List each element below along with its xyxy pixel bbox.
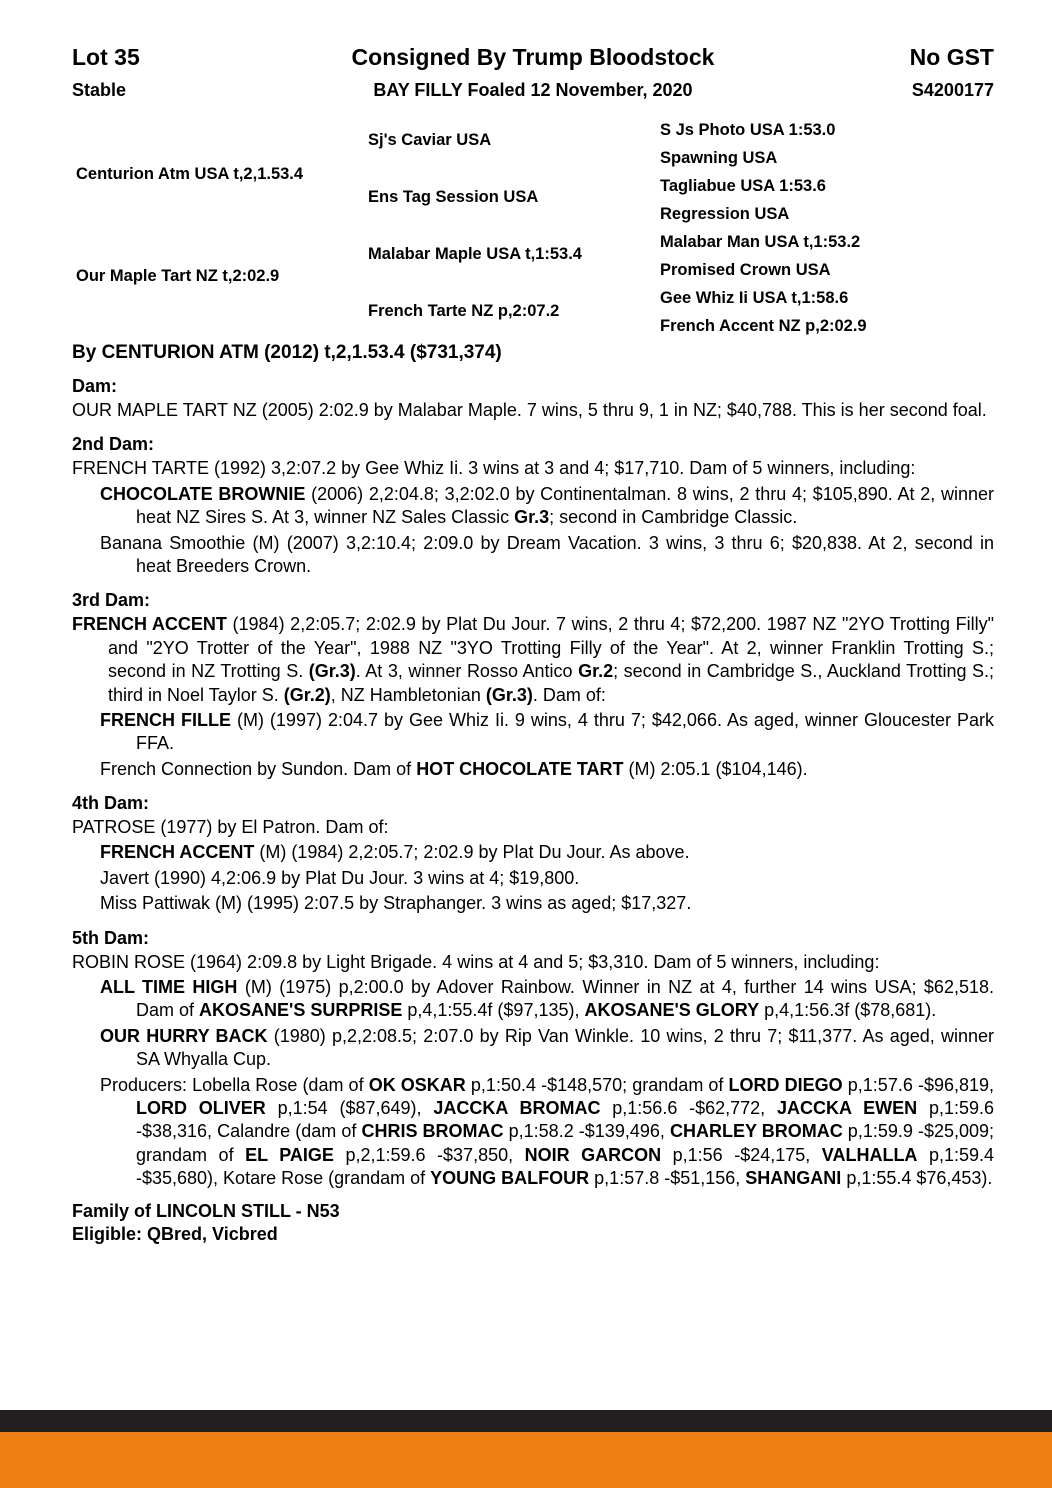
pedigree-note-paragraph: FRENCH FILLE (M) (1997) 2:04.7 by Gee Whiz Ii. 9 wins, 4 thru 7; $42,066. As aged, winner Gloucester Park FFA.	[100, 709, 994, 754]
dam-heading: 3rd Dam:	[72, 590, 151, 611]
dam-heading: 5th Dam:	[72, 927, 150, 948]
pedigree-note-paragraph: ROBIN ROSE (1964) 2:09.8 by Light Brigade. 4 wins at 4 and 5; $3,310. Dam of 5 winners, including:	[72, 951, 880, 972]
pedigree-gen3-3: Tagliabue USA 1:53.6	[660, 177, 826, 195]
pedigree-generation-1	[76, 123, 366, 338]
pedigree-generation-3	[660, 123, 990, 338]
pedigree-notes	[72, 376, 994, 1191]
pedigree-note-paragraph: FRENCH TARTE (1992) 3,2:07.2 by Gee Whiz Ii. 3 wins at 3 and 4; $17,710. Dam of 5 winners, including:	[72, 458, 916, 479]
pedigree-generation-2	[368, 123, 658, 338]
pedigree-gen3-5: Malabar Man USA t,1:53.2	[660, 233, 861, 251]
pedigree-sire: Centurion Atm USA t,2,1.53.4	[76, 165, 304, 183]
pedigree-dam: Our Maple Tart NZ t,2:02.9	[76, 267, 280, 285]
pedigree-gen3-8: French Accent NZ p,2:02.9	[660, 317, 867, 335]
reference-number: S4200177	[911, 80, 994, 100]
eligibility-line: Eligible: QBred, Vicbred	[72, 1223, 278, 1244]
pedigree-gen3-4: Regression USA	[660, 205, 790, 223]
family-line: Family of LINCOLN STILL - N53	[72, 1200, 340, 1221]
pedigree-note-paragraph: ALL TIME HIGH (M) (1975) p,2:00.0 by Adover Rainbow. Winner in NZ at 4, further 14 wins USA; $62,518. Dam of AKOSANE'S SURPRISE p,4,1:55.4f ($97,135), AKOSANE'S GLORY p,4,1:56.3f ($78,681).	[100, 977, 994, 1021]
dam-heading: Dam:	[72, 376, 118, 396]
pedigree-sires-sire: Sj's Caviar USA	[368, 131, 492, 149]
lot-number: Lot 35	[72, 44, 140, 70]
pedigree-table	[72, 123, 994, 338]
pedigree-dams-dam: French Tarte NZ p,2:07.2	[368, 302, 560, 320]
pedigree-gen3-1: S Js Photo USA 1:53.0	[660, 121, 836, 139]
dam-heading: 4th Dam:	[72, 793, 150, 814]
dam-heading: 2nd Dam:	[72, 434, 155, 455]
pedigree-note-paragraph: CHOCOLATE BROWNIE (2006) 2,2:04.8; 3,2:02.0 by Continentalman. 8 wins, 2 thru 4; $105,890. At 2, winner heat NZ Sires S. At 3, winner NZ Sales Classic Gr.3; second in Cambridge Classic.	[100, 483, 995, 528]
header-row-secondary	[72, 80, 994, 101]
pedigree-note-paragraph: OUR MAPLE TART NZ (2005) 2:02.9 by Malabar Maple. 7 wins, 5 thru 9, 1 in NZ; $40,788. This is her second foal.	[72, 400, 987, 420]
pedigree-gen3-2: Spawning USA	[660, 149, 778, 167]
pedigree-dams-sire: Malabar Maple USA t,1:53.4	[368, 245, 582, 263]
pedigree-note-paragraph: Producers: Lobella Rose (dam of OK OSKAR p,1:50.4 -$148,570; grandam of LORD DIEGO p,1:57.6 -$96,819, LORD OLIVER p,1:54 ($87,649), JACCKA BROMAC p,1:56.6 -$62,772, JACCKA EWEN p,1:59.6 -$38,316, Calandre (dam of CHRIS BROMAC p,1:58.2 -$139,496, CHARLEY BROMAC p,1:59.9 -$25,009; grandam of EL PAIGE p,2,1:59.6 -$37,850, NOIR GARCON p,1:56 -$24,175, VALHALLA p,1:59.4 -$35,680), Kotare Rose (grandam of YOUNG BALFOUR p,1:57.8 -$51,156, SHANGANI p,1:55.4 $76,453).	[100, 1074, 995, 1189]
pedigree-note-paragraph: FRENCH ACCENT (1984) 2,2:05.7; 2:02.9 by Plat Du Jour. 7 wins, 2 thru 4; $72,200. 1987 NZ "2YO Trotting Filly" and "2YO Trotter of the Year", 1988 NZ "3YO Trotting Filly of the Year". At 2, winner Franklin Trotting S.; second in NZ Trotting S. (Gr.3). At 3, winner Rosso Antico Gr.2; second in Cambridge S., Auckland Trotting S.; third in Noel Taylor S. (Gr.2), NZ Hambletonian (Gr.3). Dam of:	[72, 614, 995, 705]
header-row-primary	[72, 44, 994, 71]
footer-dark-bar	[0, 1410, 1052, 1432]
pedigree-note-paragraph: French Connection by Sundon. Dam of HOT CHOCOLATE TART (M) 2:05.1 ($104,146).	[100, 758, 808, 779]
pedigree-gen3-6: Promised Crown USA	[660, 261, 831, 279]
pedigree-note-paragraph: FRENCH ACCENT (M) (1984) 2,2:05.7; 2:02.9 by Plat Du Jour. As above.	[100, 842, 690, 863]
footer-orange-bar	[0, 1432, 1052, 1488]
pedigree-sires-dam: Ens Tag Session USA	[368, 188, 539, 206]
pedigree-note-paragraph: Miss Pattiwak (M) (1995) 2:07.5 by Straphanger. 3 wins as aged; $17,327.	[100, 893, 692, 914]
animal-description: BAY FILLY Foaled 12 November, 2020	[373, 80, 693, 100]
pedigree-note-paragraph: Banana Smoothie (M) (2007) 3,2:10.4; 2:09.0 by Dream Vacation. 3 wins, 3 thru 6; $20,838. At 2, second in heat Breeders Crown.	[100, 532, 994, 576]
consignor-name: Consigned By Trump Bloodstock	[351, 44, 715, 70]
pedigree-note-paragraph: Javert (1990) 4,2:06.9 by Plat Du Jour. 3 wins at 4; $19,800.	[100, 867, 580, 888]
pedigree-note-paragraph: PATROSE (1977) by El Patron. Dam of:	[72, 817, 389, 838]
stable-label: Stable	[72, 80, 127, 100]
sire-byline: By CENTURION ATM (2012) t,2,1.53.4 ($731,374)	[72, 342, 502, 363]
gst-status: No GST	[909, 44, 994, 70]
pedigree-gen3-7: Gee Whiz Ii USA t,1:58.6	[660, 289, 849, 307]
pedigree-note-paragraph: OUR HURRY BACK (1980) p,2,2:08.5; 2:07.0 by Rip Van Winkle. 10 wins, 2 thru 7; $11,377. As aged, winner SA Whyalla Cup.	[100, 1025, 994, 1070]
